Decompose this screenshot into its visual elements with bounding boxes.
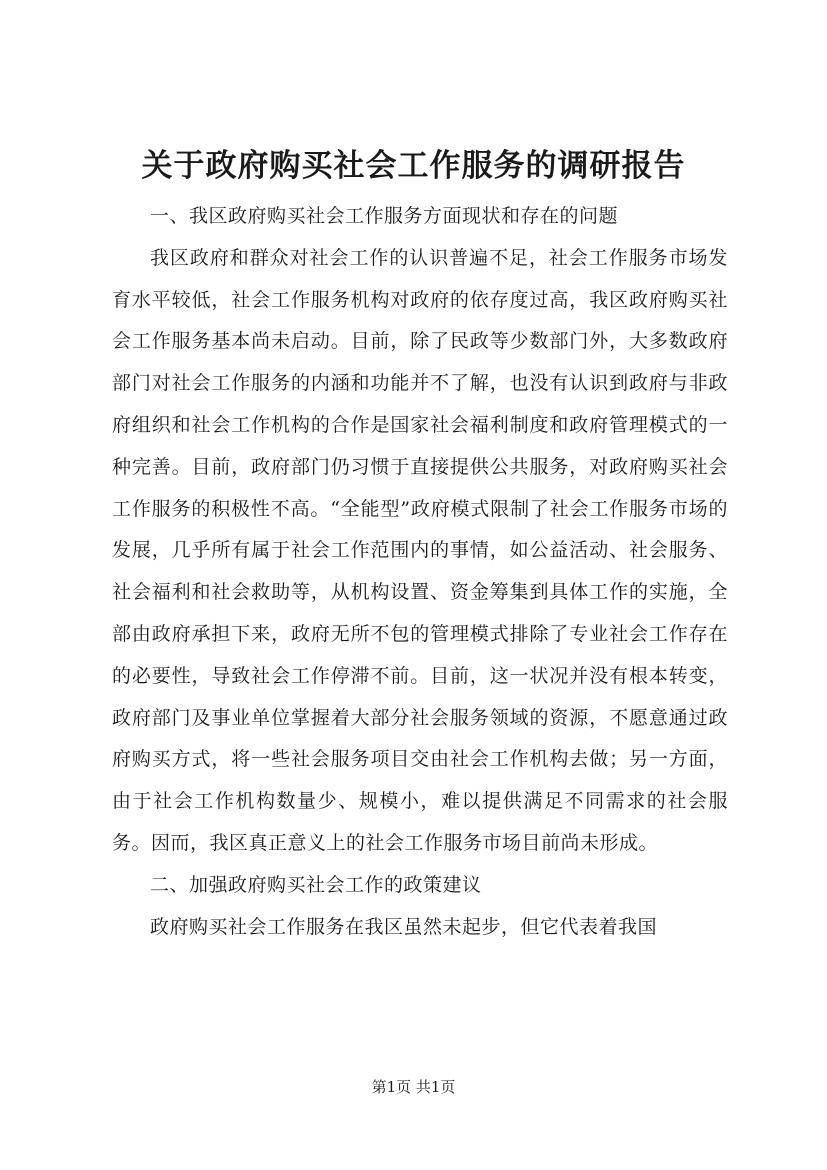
section-heading-1: 一、我区政府购买社会工作服务方面现状和存在的问题	[150, 205, 619, 227]
page-footer: 第1页 共1页	[371, 1078, 456, 1096]
paragraph-1: 我区政府和群众对社会工作的认识普遍不足，社会工作服务市场发育水平较低，社会工作服务机构对政府的依存度过高，我区政府购买社会工作服务基本尚未启动。目前，除了民政等少数部门外，大多数政府部门对社会工作服务的内涵和功能并不了解，也没有认识到政府与非政府组织和社会工作机构的合作是国家社会福利制度和政府管理模式的一种完善。目前，政府部门仍习惯于直接提供公共服务，对政府购买社会工作服务的积极性不高。“全能型”政府模式限制了社会工作服务市场的发展，几乎所有属于社会工作范围内的事情，如公益活动、社会服务、社会福利和社会救助等，从机构设置、资金筹集到具体工作的实施，全部由政府承担下来，政府无所不包的管理模式排除了专业社会工作存在的必要性，导致社会工作停滞不前。目前，这一状况并没有根本转变，政府部门及事业单位掌握着大部分社会服务领域的资源，不愿意通过政府购买方式，将一些社会服务项目交由社会工作机构去做；另一方面，由于社会工作机构数量少、规模小，难以提供满足不同需求的社会服务。因而，我区真正意义上的社会工作服务市场目前尚未形成。	[112, 246, 728, 854]
document-title: 关于政府购买社会工作服务的调研报告	[141, 148, 686, 184]
paragraph-2: 政府购买社会工作服务在我区虽然未起步，但它代表着我国	[150, 915, 658, 938]
document-body	[112, 196, 728, 948]
section-heading-2: 二、加强政府购买社会工作的政策建议	[150, 873, 482, 896]
